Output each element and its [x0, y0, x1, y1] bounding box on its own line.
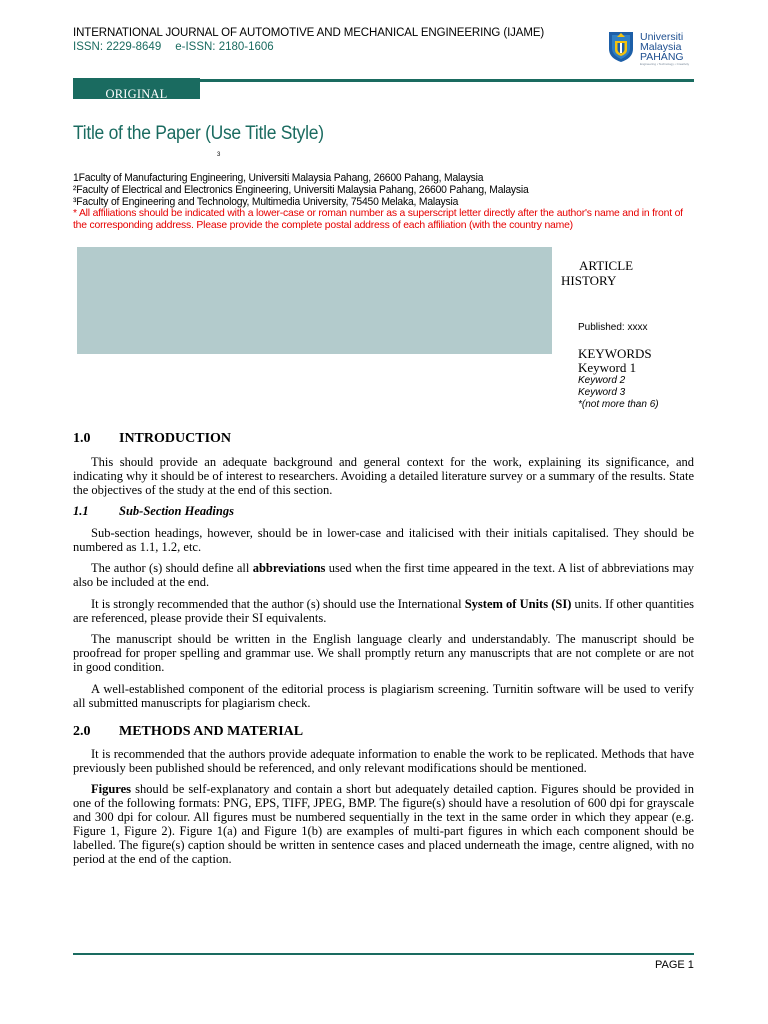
journal-name: INTERNATIONAL JOURNAL OF AUTOMOTIVE AND MECHANICAL ENGINEERING (IJAME)	[73, 27, 545, 39]
section-title: METHODS AND MATERIAL	[119, 724, 304, 739]
article-history-line-2: HISTORY	[561, 273, 617, 288]
affiliation-3: ³Faculty of Engineering and Technology, Multimedia University, 75450 Melaka, Malaysia	[73, 196, 459, 208]
logo-line-1: Universiti	[640, 31, 684, 43]
published-date: Published: xxxx	[578, 322, 648, 333]
subsection-paragraph-3	[73, 597, 694, 625]
subsection-heading	[73, 504, 234, 519]
article-history-line-1: ARTICLE	[579, 258, 634, 273]
article-type-badge	[73, 78, 200, 99]
article-type-label: ORIGINAL	[105, 87, 168, 101]
university-logo	[608, 30, 694, 66]
subsection-number: 1.1	[73, 504, 89, 518]
footer-rule	[73, 953, 694, 955]
subsection-paragraph-2	[73, 561, 694, 589]
affiliation-2: ²Faculty of Electrical and Electronics Engineering, Universiti Malaysia Pahang, 26600 Pahang, Malaysia	[73, 184, 529, 196]
text-run: should be self-explanatory and contain a short but adequately detailed caption. Figures should be provided in one of the following formats: PNG, EPS, TIFF, JPEG, BMP. The figure(s) should have a resolution of 600 dpi for grayscale and 300 dpi for colour. All figures must be numbered sequentially in the text in the same order in which they appear (e.g. Figure 1, Figure 2). Figure 1(a) and Figure 1(b) are examples of multi-part figures in which each component should be labelled. The figure(s) caption should be written in sentence cases and placed underneath the image, centre aligned, with no period at the end of the caption.	[73, 782, 694, 866]
article-history-heading	[561, 258, 633, 288]
methods-paragraph-2	[73, 782, 694, 866]
authors-superscript: 3	[217, 152, 221, 158]
section-number: 2.0	[73, 724, 91, 739]
bold-term: abbreviations	[252, 561, 326, 575]
text-run: units. If other quantities are referenced, please provide their SI equivalents.	[73, 597, 694, 625]
keyword-1: Keyword 1	[578, 360, 637, 375]
methods-paragraph-1: It is recommended that the authors provide adequate information to enable the work to be replicated. Methods that have previously been published should be referenced, and only relevant modifications should be mentioned.	[73, 747, 694, 775]
section-title: INTRODUCTION	[119, 431, 232, 446]
logo-text	[640, 32, 684, 62]
text-run: The author (s) should define all	[91, 561, 253, 575]
text-run: It is strongly recommended that the author (s) should use the International	[91, 597, 465, 611]
intro-paragraph-1: This should provide an adequate background and general context for the work, explaining its significance, and indicating why it should be of interest to researchers. Avoiding a detailed literature survey or a summary of the results. State the objectives of the study at the end of this section.	[73, 455, 694, 497]
header-rule	[200, 79, 694, 82]
paper-title: Title of the Paper (Use Title Style)	[73, 123, 324, 144]
issn-line	[73, 41, 288, 53]
keyword-3: Keyword 3	[578, 387, 626, 398]
text-run: used when the first time appeared in the text. A list of abbreviations may also be included at the end.	[73, 561, 694, 589]
bold-term: Figures	[91, 782, 132, 796]
section-number: 1.0	[73, 431, 91, 446]
logo-line-3: PAHANG	[640, 51, 684, 63]
affiliation-1: 1Faculty of Manufacturing Engineering, Universiti Malaysia Pahang, 26600 Pahang, Malaysia	[73, 172, 484, 184]
page-number: PAGE 1	[655, 959, 694, 971]
section-heading-methods	[73, 724, 303, 740]
subsection-paragraph-5: A well-established component of the editorial process is plagiarism screening. Turnitin software will be used to verify all submitted manuscripts for plagiarism check.	[73, 682, 694, 710]
abstract-box	[77, 247, 552, 354]
affiliation-note: * All affiliations should be indicated with a lower-case or roman number as a superscript letter directly after the author's name and in front of the corresponding address. Please provide the complete postal address of each affiliation (with the country name)	[73, 208, 683, 231]
university-crest-icon	[608, 31, 634, 63]
logo-line-2: Malaysia	[640, 41, 682, 53]
logo-tagline: Engineering • Technology • Creativity	[640, 62, 690, 66]
keyword-2: Keyword 2	[578, 375, 626, 386]
keywords-heading: KEYWORDS	[578, 346, 652, 361]
section-heading-introduction	[73, 431, 231, 447]
subsection-title: Sub-Section Headings	[119, 504, 234, 518]
subsection-paragraph-1: Sub-section headings, however, should be in lower-case and italicised with their initials capitalised. They should be numbered as 1.1, 1.2, etc.	[73, 526, 694, 554]
subsection-paragraph-4: The manuscript should be written in the English language clearly and understandably. The manuscript should be proofread for proper spelling and grammar use. We shall promptly return any manuscripts that are not complete or are not in good condition.	[73, 632, 694, 674]
issn: ISSN: 2229-8649	[73, 41, 162, 53]
eissn: e-ISSN: 2180-1606	[175, 41, 274, 53]
keyword-note: *(not more than 6)	[578, 399, 659, 410]
bold-term: System of Units (SI)	[464, 597, 572, 611]
